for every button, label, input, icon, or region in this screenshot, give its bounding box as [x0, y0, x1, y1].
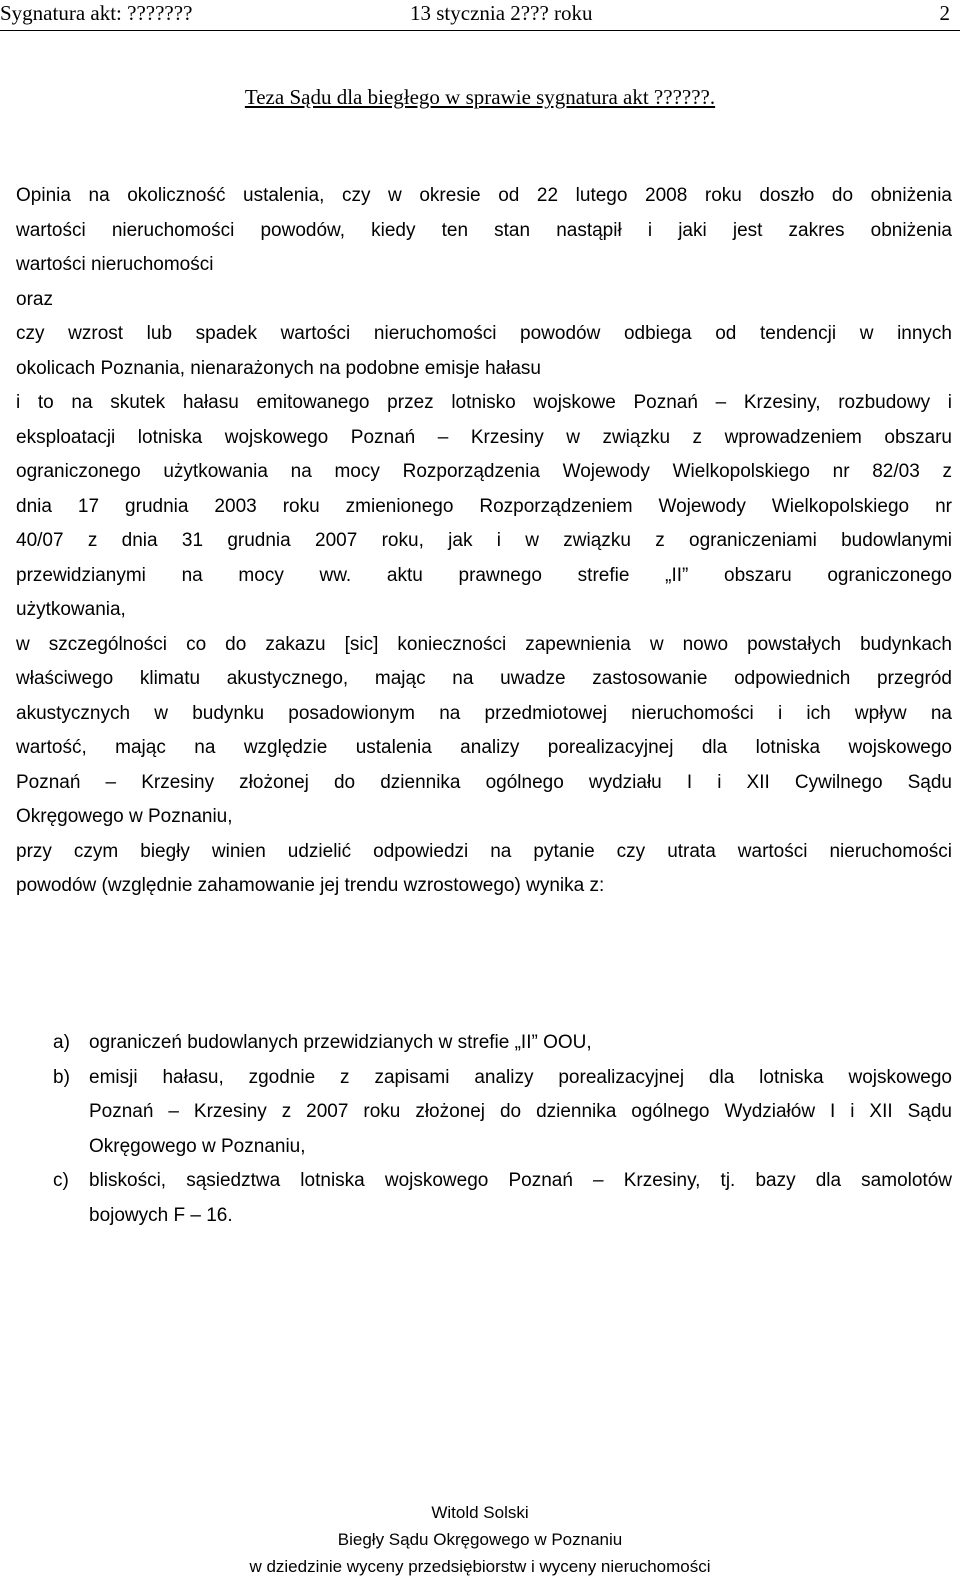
paragraph-line: użytkowania, [16, 599, 126, 620]
list-item-line: bliskości, sąsiedztwa lotniska wojskowego Poznań – Krzesiny, tj. bazy dla samolotów [89, 1170, 952, 1191]
document-title: Teza Sądu dla biegłego w sprawie sygnatura akt ??????. [244, 85, 716, 109]
paragraph-line: ograniczonego użytkowania na mocy Rozporządzenia Wojewody Wielkopolskiego nr 82/03 z [16, 461, 952, 482]
paragraph-line: powodów (względnie zahamowanie jej trendu wzrostowego) wynika z: [16, 875, 605, 896]
paragraph-line: 40/07 z dnia 31 grudnia 2007 roku, jak i w związku z ograniczeniami budowlanymi [16, 530, 952, 551]
paragraph-line: przewidzianymi na mocy ww. aktu prawnego strefie „II” obszaru ograniczonego [16, 564, 952, 586]
signature-block [0, 1499, 960, 1580]
paragraph-line: akustycznych w budynku posadowionym na przedmiotowej nieruchomości i ich wpływ na [16, 702, 952, 724]
list-item-line: Okręgowego w Poznaniu, [89, 1135, 306, 1157]
page-number: 2 [939, 1, 950, 25]
case-signature-label: Sygnatura akt: ??????? [0, 1, 193, 25]
paragraph-line: Okręgowego w Poznaniu, [16, 806, 233, 827]
paragraph-line: okolicach Poznania, nienarażonych na podobne emisje hałasu [16, 357, 541, 379]
paragraph-line: eksploatacji lotniska wojskowego Poznań – Krzesiny w związku z wprowadzeniem obszaru [16, 426, 952, 448]
paragraph-line: przy czym biegły winien udzielić odpowiedzi na pytanie czy utrata wartości nieruchomości [16, 840, 952, 862]
list-item-line: bojowych F – 16. [89, 1204, 233, 1226]
paragraph-line: w szczególności co do zakazu [sic] konieczności zapewnienia w nowo powstałych budynkach [16, 633, 952, 655]
signer-title: Biegły Sądu Okręgowego w Poznaniu [337, 1530, 623, 1549]
list-item-line: ograniczeń budowlanych przewidzianych w strefie „II” OOU, [89, 1032, 592, 1053]
enumerated-list [53, 1026, 952, 1233]
list-item-label: b) [53, 1066, 70, 1088]
paragraph-line: Opinia na okoliczność ustalenia, czy w okresie od 22 lutego 2008 roku doszło do obniżenia [16, 185, 952, 206]
list-item-line: Poznań – Krzesiny z 2007 roku złożonej do dziennika ogólnego Wydziałów I i XII Sądu [89, 1101, 952, 1122]
paragraph-line: i to na skutek hałasu emitowanego przez lotnisko wojskowe Poznań – Krzesiny, rozbudowy i [16, 392, 952, 413]
signer-name: Witold Solski [431, 1503, 529, 1522]
signer-specialization: w dziedzinie wyceny przedsiębiorstw i wyceny nieruchomości [249, 1557, 711, 1576]
paragraph-line: Poznań – Krzesiny złożonej do dziennika ogólnego wydziału I i XII Cywilnego Sądu [16, 771, 952, 793]
paragraph-line: oraz [16, 288, 53, 310]
list-item [53, 1164, 952, 1233]
paragraph-line: dnia 17 grudnia 2003 roku zmienionego Rozporządzeniem Wojewody Wielkopolskiego nr [16, 495, 952, 517]
paragraph-line: czy wzrost lub spadek wartości nieruchomości powodów odbiega od tendencji w innych [16, 323, 952, 344]
header-divider [0, 30, 960, 31]
page-header [0, 0, 960, 27]
paragraph-line: wartości nieruchomości powodów, kiedy ten stan nastąpił i jaki jest zakres obniżenia [16, 219, 952, 241]
main-paragraph [16, 179, 952, 904]
list-item-line: emisji hałasu, zgodnie z zapisami analizy porealizacyjnej dla lotniska wojskowego [89, 1066, 952, 1088]
list-item-label: c) [53, 1170, 69, 1191]
paragraph-line: wartości nieruchomości [16, 254, 214, 275]
list-item [53, 1026, 952, 1061]
paragraph-line: wartość, mając na względzie ustalenia analizy porealizacyjnej dla lotniska wojskowego [16, 737, 952, 758]
paragraph-line: właściwego klimatu akustycznego, mając na uwadze zastosowanie odpowiednich przegród [16, 668, 952, 689]
header-date: 13 stycznia 2??? roku [410, 1, 593, 25]
list-item [53, 1061, 952, 1165]
list-item-label: a) [53, 1032, 70, 1053]
